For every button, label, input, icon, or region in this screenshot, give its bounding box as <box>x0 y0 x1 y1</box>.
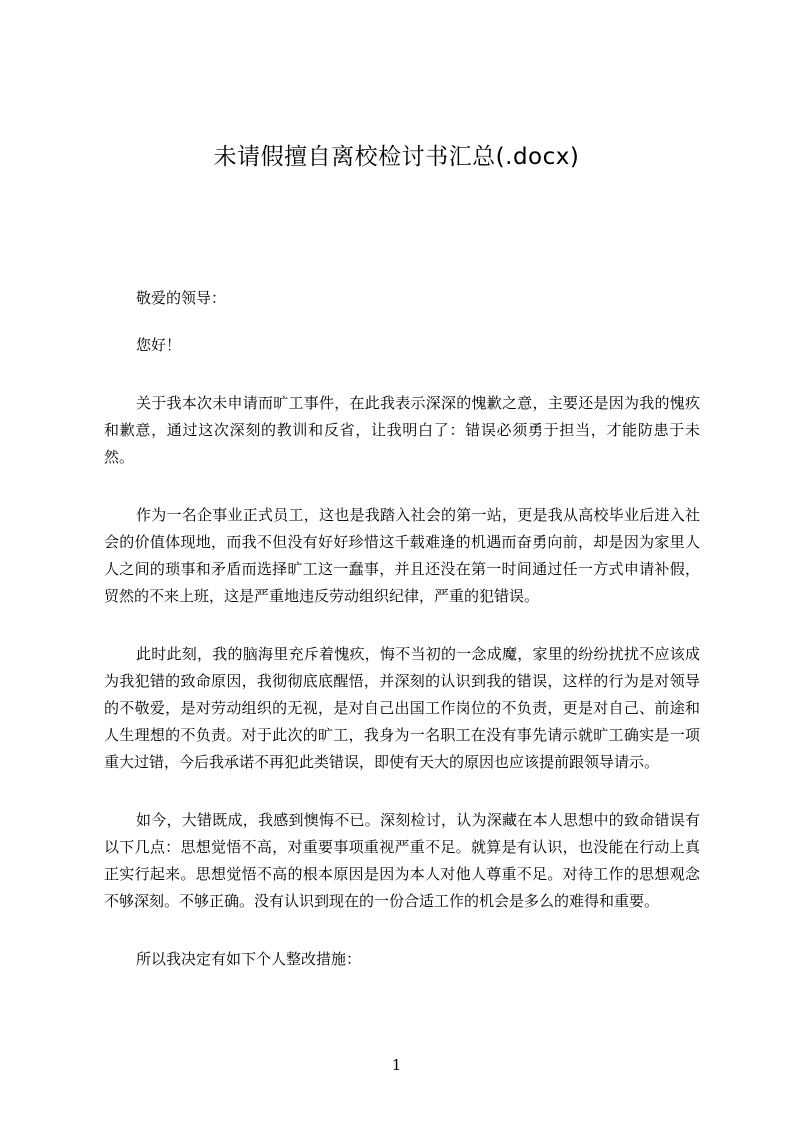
page-number: 1 <box>391 1056 402 1074</box>
document-title: 未请假擅自离校检讨书汇总(.docx) <box>213 144 580 170</box>
salutation-paragraph: 敬爱的领导： <box>136 289 227 307</box>
body-paragraph: 如今，大错既成，我感到懊悔不已。深刻检讨，认为深藏在本人思想中的致命错误有以下几点：思想觉悟不高，对重要事项重视严重不足。就算是有认识，也没能在行动上真正实行起来。思想觉悟不高的根本原因是因为本人对他人尊重不足。对待工作的思想观念不够深刻。不够正确。没有认识到现在的一份合适工作的机会是多么的难得和重要。 <box>104 811 700 910</box>
body-paragraph: 作为一名企事业正式员工，这也是我踏入社会的第一站，更是我从高校毕业后进入社会的价值体现地，而我不但没有好好珍惜这千载难逢的机遇而奋勇向前，却是因为家里人人之间的琐事和矛盾而选择旷工这一蠢事，并且还没在第一时间通过任一方式申请补假，贸然的不来上班，这是严重地违反劳动组织纪律，严重的犯错误。 <box>104 506 700 605</box>
body-paragraph: 所以我决定有如下个人整改措施： <box>136 950 362 968</box>
body-paragraph: 此时此刻，我的脑海里充斥着愧疚，悔不当初的一念成魔，家里的纷纷扰扰不应该成为我犯错的致命原因，我彻彻底底醒悟，并深刻的认识到我的错误，这样的行为是对领导的不敬爱，是对劳动组织的无视，是对自己出国工作岗位的不负责，更是对自己、前途和人生理想的不负责。对于此次的旷工，我身为一名职工在没有事先请示就旷工确实是一项重大过错，今后我承诺不再犯此类错误，即使有天大的原因也应该提前跟领导请示。 <box>104 645 700 771</box>
document-body <box>104 285 700 1004</box>
greeting-paragraph: 您好！ <box>136 336 182 354</box>
body-paragraph: 关于我本次未申请而旷工事件，在此我表示深深的愧歉之意，主要还是因为我的愧疚和歉意，通过这次深刻的教训和反省，让我明白了：错误必须勇于担当，才能防患于未然。 <box>104 394 700 466</box>
